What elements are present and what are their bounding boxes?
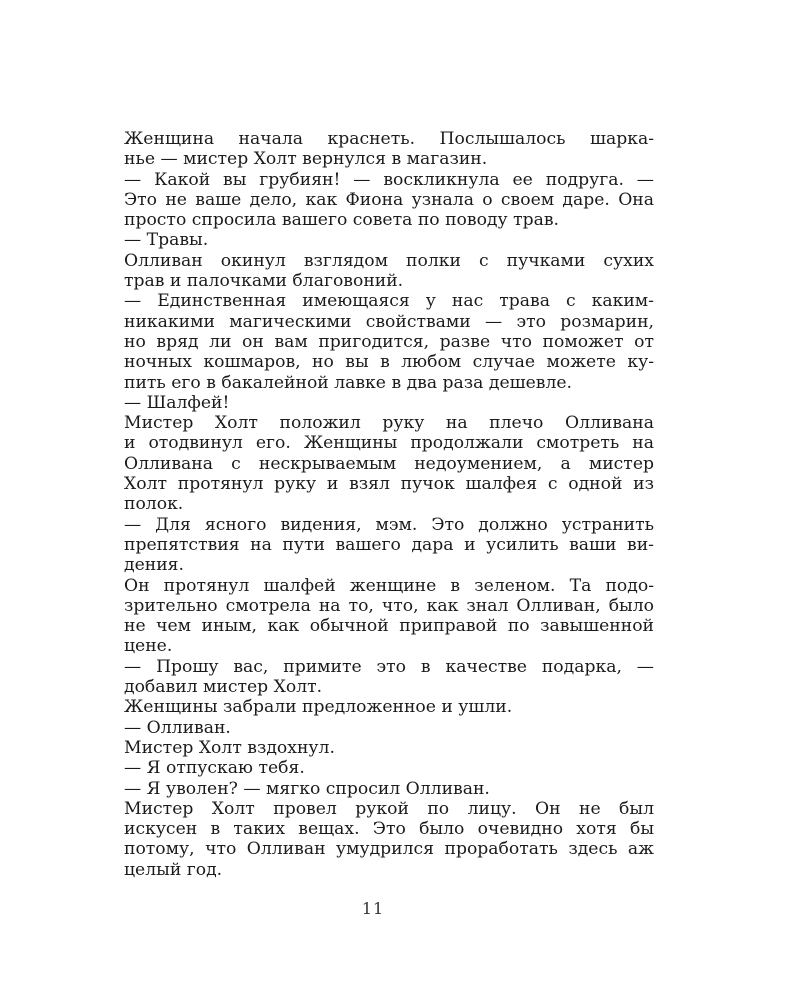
text-line: — Травы. (124, 230, 209, 251)
text-line: Женщина начала краснеть. Послышалось шарка- (124, 129, 654, 149)
text-line: Мистер Холт вздохнул. (124, 737, 335, 758)
text-line: просто спросила вашего совета по поводу трав. (124, 210, 559, 231)
text-line: ночных кошмаров, но вы в любом случае можете ку- (124, 352, 654, 373)
body-text (124, 129, 654, 880)
text-line: Женщины забрали предложенное и ушли. (124, 697, 513, 718)
text-line: цене. (124, 636, 173, 657)
text-line: не чем иным, как обычной приправой по завышенной (124, 616, 654, 637)
page-number: 11 (361, 899, 385, 918)
text-line: Мистер Холт положил руку на плечо Олливана (124, 413, 654, 434)
text-line: добавил мистер Холт. (124, 677, 323, 698)
text-line: никакими магическими свойствами — это розмарин, (124, 311, 654, 332)
text-line: нье — мистер Холт вернулся в магазин. (124, 149, 488, 170)
text-line: — Какой вы грубиян! — воскликнула ее подруга. — (124, 169, 654, 190)
text-line: Олливан окинул взглядом полки с пучками сухих (124, 250, 654, 271)
text-line: — Я уволен? — мягко спросил Олливан. (124, 778, 490, 799)
text-line: Олливана с нескрываемым недоумением, а мистер (124, 453, 654, 474)
text-line: — Единственная имеющаяся у нас трава с каким- (124, 291, 654, 312)
text-line: но вряд ли он вам пригодится, разве что поможет от (124, 331, 654, 352)
text-line: зрительно смотрела на то, что, как знал Олливан, было (124, 595, 654, 616)
text-line: Холт протянул руку и взял пучок шалфея с одной из (124, 474, 654, 495)
text-line: трав и палочками благовоний. (124, 271, 404, 292)
text-line: пить его в бакалейной лавке в два раза дешевле. (124, 372, 573, 393)
text-line: Это не ваше дело, как Фиона узнала о своем даре. Она (124, 189, 654, 210)
text-line: препятствия на пути вашего дара и усилить ваши ви- (124, 534, 654, 555)
text-line: дения. (124, 555, 184, 576)
text-line: потому, что Олливан умудрился проработать здесь аж (124, 839, 654, 860)
text-line: Он протянул шалфей женщине в зеленом. Та подо- (124, 575, 654, 596)
text-line: целый год. (124, 859, 223, 880)
text-line: Мистер Холт провел рукой по лицу. Он не был (124, 798, 654, 819)
text-line: — Шалфей! (124, 392, 230, 413)
text-line: — Я отпускаю тебя. (124, 758, 305, 779)
text-line: — Прошу вас, примите это в качестве подарка, — (124, 656, 654, 677)
text-line: — Олливан. (124, 717, 231, 738)
text-line: — Для ясного видения, мэм. Это должно устранить (124, 514, 654, 535)
text-line: искусен в таких вещах. Это было очевидно хотя бы (124, 819, 654, 840)
text-line: полок. (124, 494, 184, 515)
text-line: и отодвинул его. Женщины продолжали смотреть на (124, 433, 654, 454)
